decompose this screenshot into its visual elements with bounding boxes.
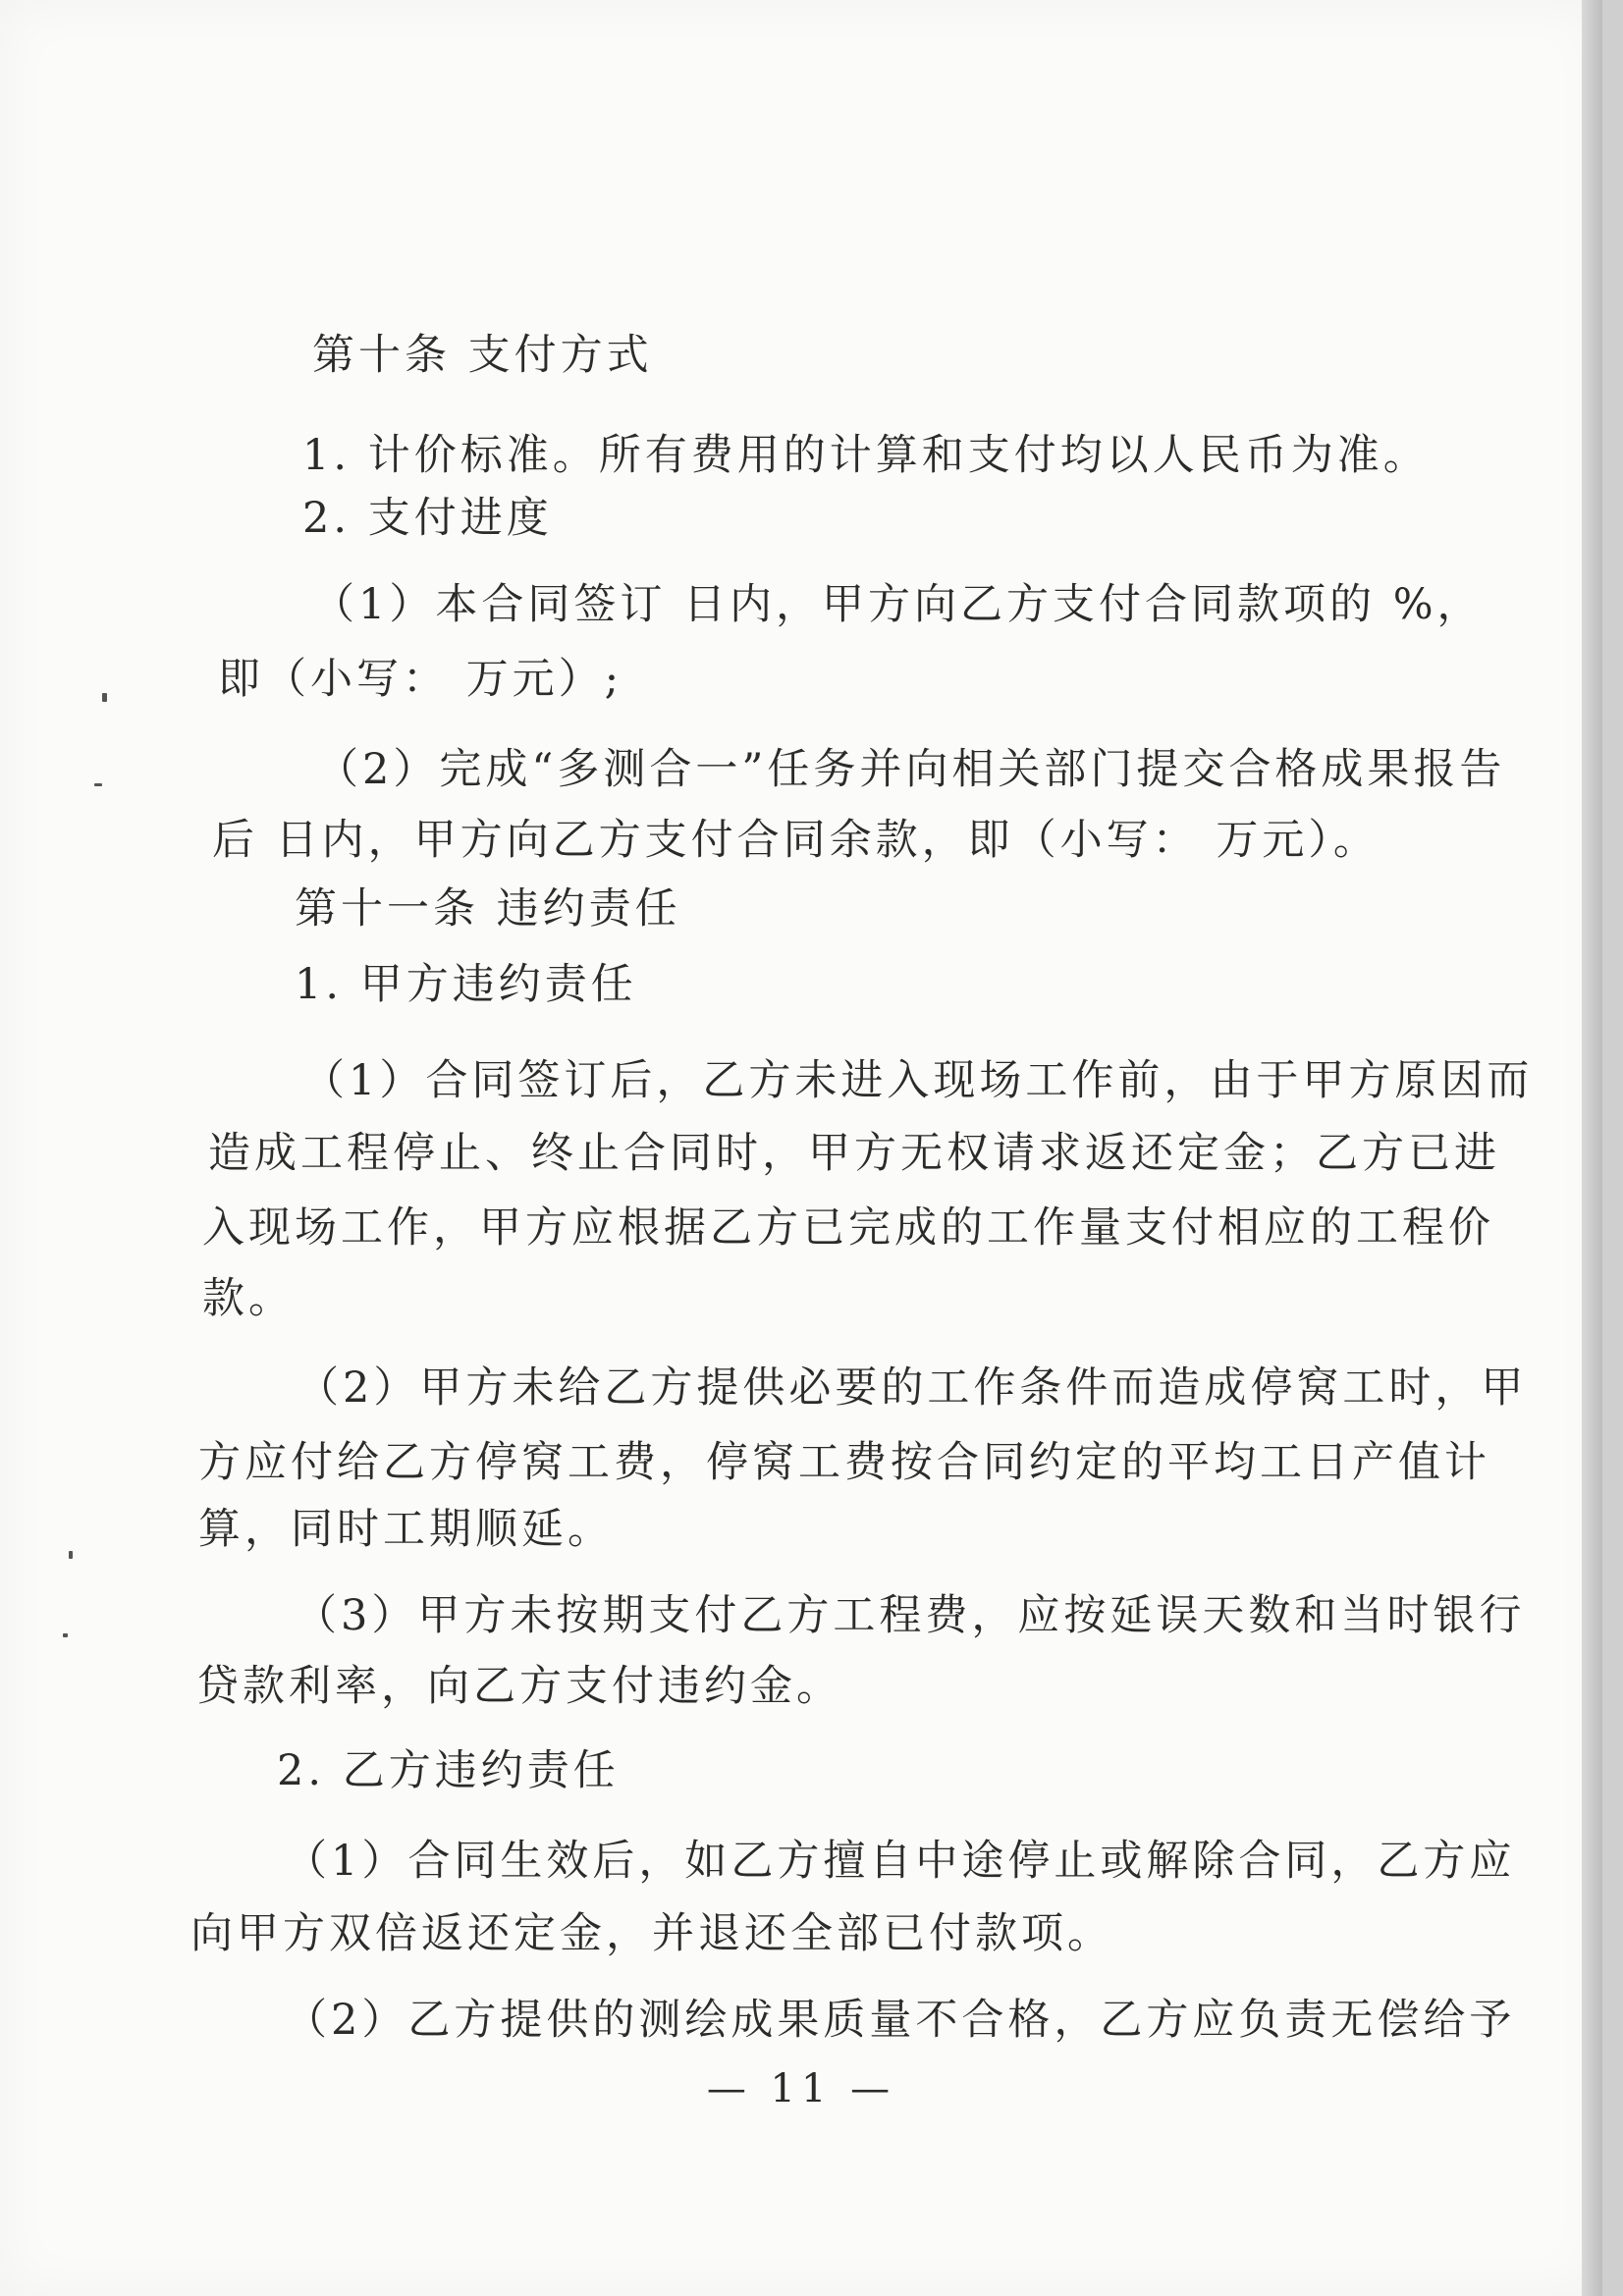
article-11-item-2-1-line-2: 向甲方双倍返还定金，并退还全部已付款项。 <box>190 1909 1113 1958</box>
article-11-item-2-2-line-1: （2）乙方提供的测绘成果质量不合格，乙方应负责无偿给予 <box>285 1996 1516 2045</box>
article-10-item-2-1-line-1: （1）本合同签订 日内，甲方向乙方支付合同款项的 %， <box>312 580 1484 629</box>
article-10-item-2-1-line-2: 即（小写： 万元）; <box>218 655 623 704</box>
scan-edge <box>1582 0 1602 2296</box>
article-11-item-1: 1. 甲方违约责任 <box>295 960 637 1009</box>
article-11-item-2: 2. 乙方违约责任 <box>277 1746 620 1795</box>
page-number: — 11 — <box>706 2066 896 2111</box>
article-10-item-2-2-line-1: （2）完成“多测合一”任务并向相关部门提交合格成果报告 <box>316 745 1506 794</box>
article-10-item-2: 2. 支付进度 <box>302 494 553 543</box>
scan-speck <box>94 783 102 786</box>
article-10-item-1: 1. 计价标准。所有费用的计算和支付均以人民币为准。 <box>302 431 1430 480</box>
scan-speck <box>69 1551 73 1559</box>
article-11-item-1-1-line-2: 造成工程停止、终止合同时，甲方无权请求返还定金；乙方已进 <box>208 1129 1500 1178</box>
article-10-item-2-2-line-2: 后 日内，甲方向乙方支付合同余款，即（小写： 万元）。 <box>212 816 1380 865</box>
article-11-item-2-1-line-1: （1）合同生效后，如乙方擅自中途停止或解除合同，乙方应 <box>285 1837 1516 1886</box>
scan-speck <box>102 693 107 702</box>
article-10-title: 第十条 支付方式 <box>312 331 653 380</box>
scan-speck <box>63 1633 68 1637</box>
article-11-item-1-2-line-3: 算，同时工期顺延。 <box>198 1505 614 1554</box>
article-11-item-1-1-line-4: 款。 <box>202 1274 295 1323</box>
article-11-item-1-3-line-1: （3）甲方未按期支付乙方工程费，应按延误天数和当时银行 <box>295 1591 1526 1640</box>
article-11-item-1-2-line-2: 方应付给乙方停窝工费，停窝工费按合同约定的平均工日产值计 <box>198 1438 1490 1487</box>
article-11-item-1-2-line-1: （2）甲方未给乙方提供必要的工作条件而造成停窝工时，甲 <box>297 1363 1528 1413</box>
article-11-item-1-1-line-1: （1）合同签订后，乙方未进入现场工作前，由于甲方原因而 <box>302 1056 1534 1105</box>
article-11-item-1-3-line-2: 贷款利率，向乙方支付违约金。 <box>196 1662 842 1711</box>
article-11-title: 第十一条 违约责任 <box>295 884 681 934</box>
article-11-item-1-1-line-3: 入现场工作，甲方应根据乙方已完成的工作量支付相应的工程价 <box>202 1203 1494 1253</box>
